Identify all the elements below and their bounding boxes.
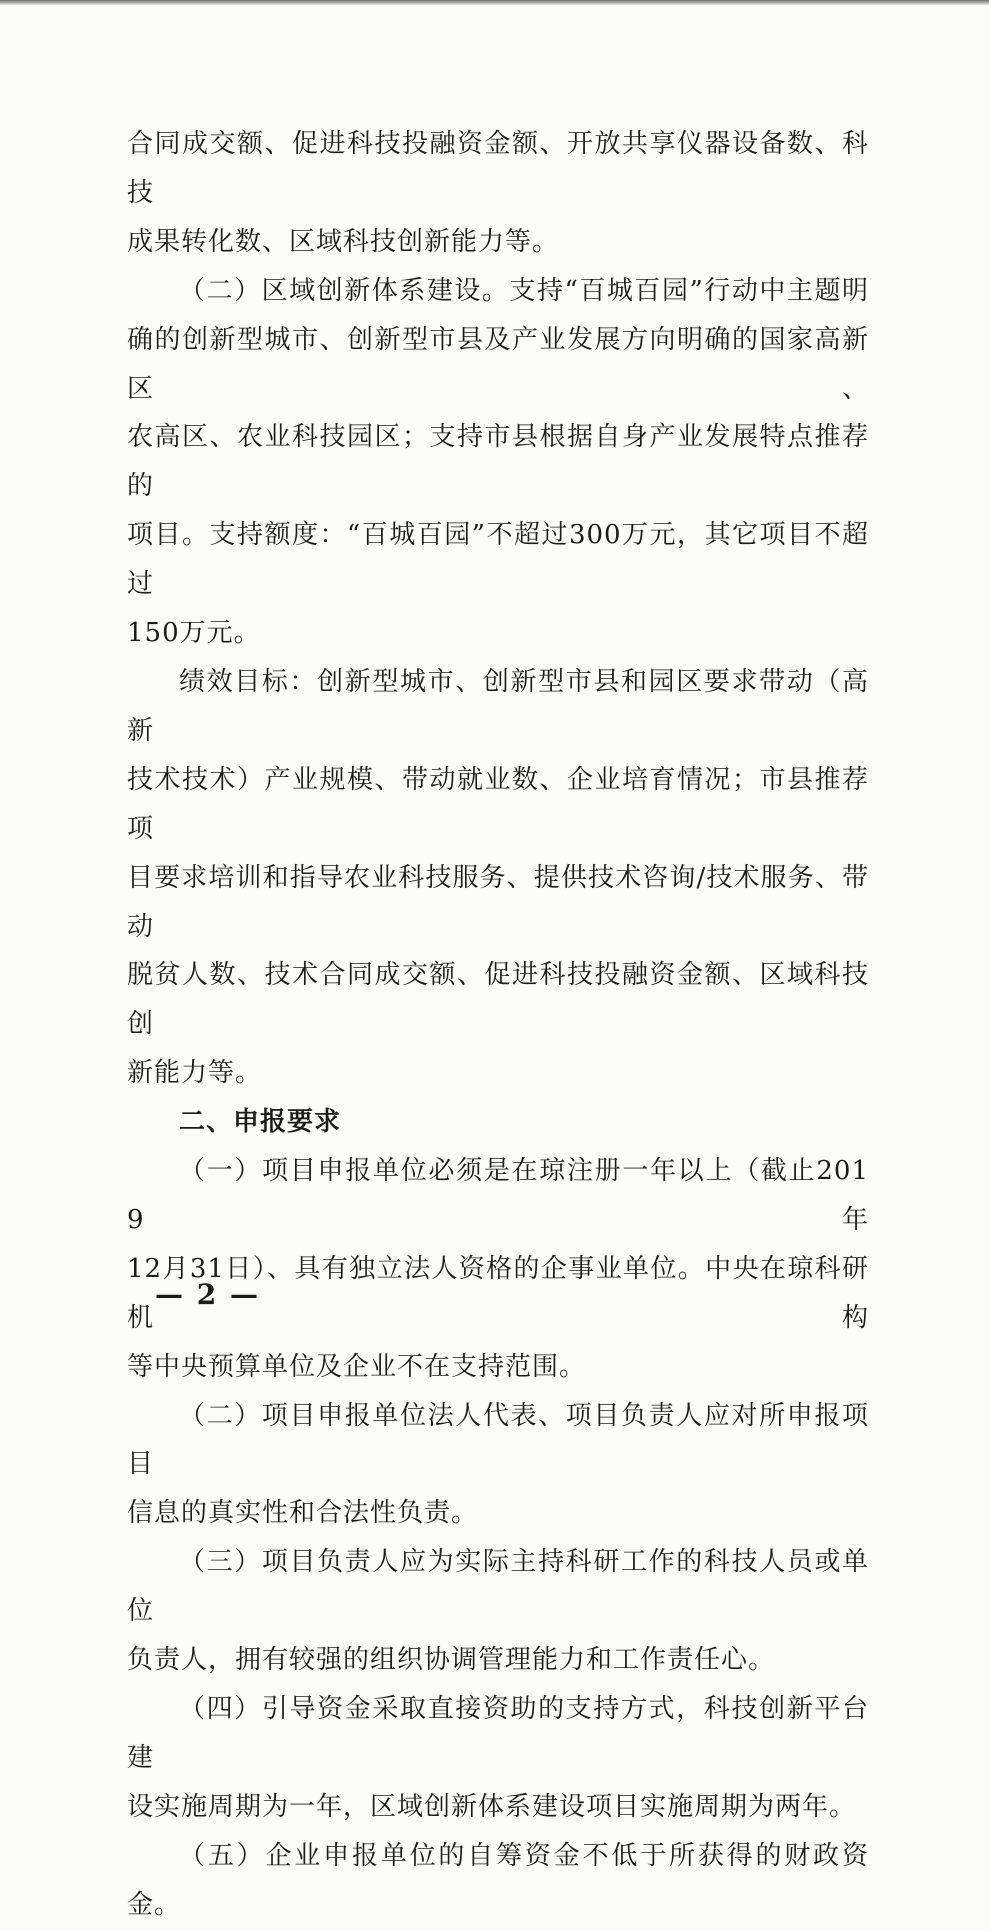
text-line: 等中央预算单位及企业不在支持范围。	[127, 1351, 587, 1382]
text-line: （一）项目申报单位必须是在琼注册一年以上（截止2019年	[127, 1156, 869, 1235]
text-line: 设实施周期为一年，区域创新体系建设项目实施周期为两年。	[127, 1791, 857, 1822]
document-page	[127, 120, 869, 1930]
scan-top-edge	[0, 0, 989, 5]
text-line: 成果转化数、区域科技创新能力等。	[127, 226, 560, 257]
text-line: （五）企业申报单位的自筹资金不低于所获得的财政资金。	[127, 1840, 869, 1920]
text-line: 农高区、农业科技园区；支持市县根据自身产业发展特点推荐的	[127, 422, 869, 502]
page-number: — 2 —	[155, 1278, 260, 1311]
text-line: （四）引导资金采取直接资助的支持方式，科技创新平台建	[127, 1694, 869, 1773]
text-line: 项目。支持额度：“百城百园”不超过300万元，其它项目不超过	[127, 520, 869, 600]
text-line: （三）项目负责人应为实际主持科研工作的科技人员或单位	[127, 1547, 869, 1627]
text-line: 目要求培训和指导农业科技服务、提供技术咨询/技术服务、带动	[127, 862, 869, 942]
text-line: 新能力等。	[127, 1058, 263, 1089]
text-line: 信息的真实性和合法性负责。	[127, 1498, 479, 1529]
text-line: 确的创新型城市、创新型市县及产业发展方向明确的国家高新区、	[127, 324, 869, 404]
text-line: 技术技术）产业规模、带动就业数、企业培育情况；市县推荐项	[127, 764, 869, 844]
text-line: 150万元。	[127, 618, 261, 649]
text-line: 负责人，拥有较强的组织协调管理能力和工作责任心。	[127, 1645, 776, 1676]
text-line: （二）项目申报单位法人代表、项目负责人应对所申报项目	[127, 1400, 869, 1480]
text-line: 绩效目标：创新型城市、创新型市县和园区要求带动（高新	[127, 666, 869, 746]
text-line: 合同成交额、促进科技投融资金额、开放共享仪器设备数、科技	[127, 129, 869, 208]
section-heading: 二、申报要求	[179, 1107, 342, 1138]
text-line: （二）区域创新体系建设。支持“百城百园”行动中主题明	[179, 275, 869, 306]
text-line: 12月31日）、具有独立法人资格的企事业单位。中央在琼科研机构	[127, 1253, 869, 1333]
text-line: 脱贫人数、技术合同成交额、促进科技投融资金额、区域科技创	[127, 960, 869, 1040]
